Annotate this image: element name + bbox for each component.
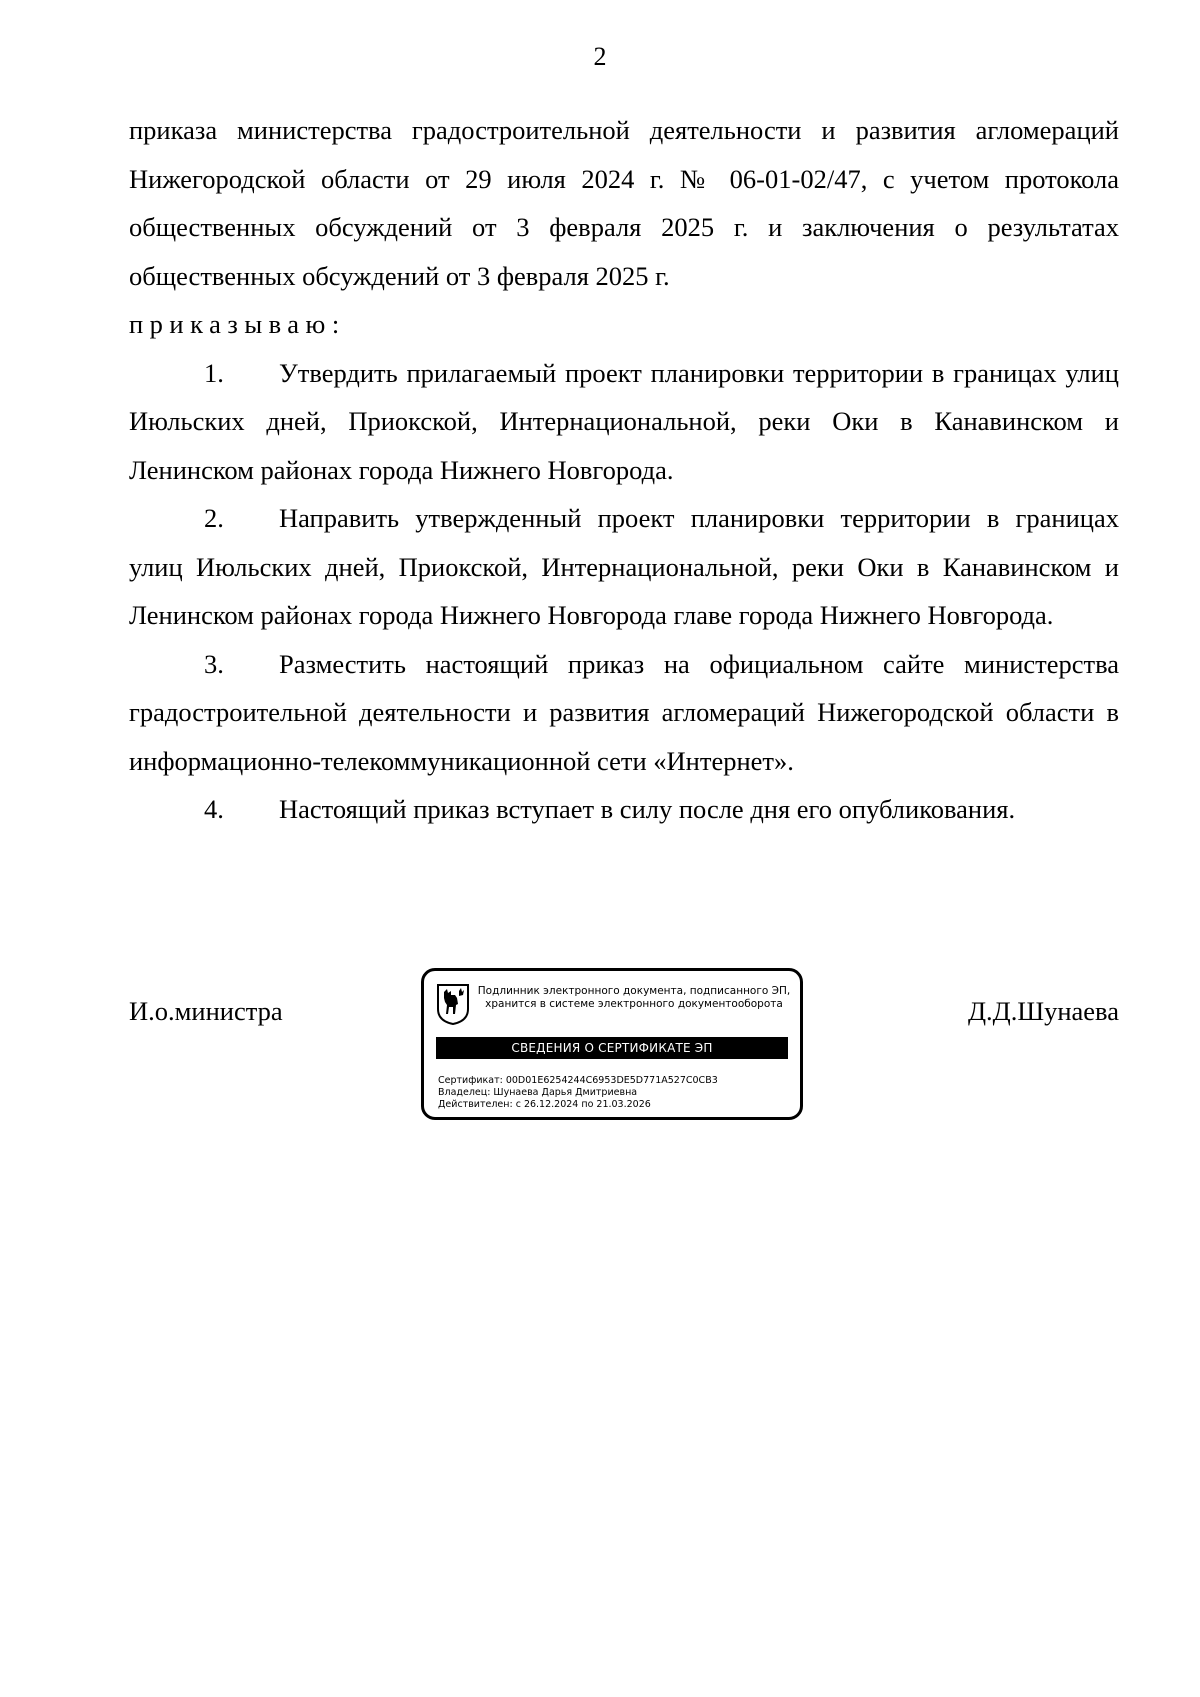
intro-paragraph: приказа министерства градостроительной деятельности и развития агломераций Нижегородской области от 29 июля 2024 г. № 06-01-02/47, с учетом протокола общественных обсуждений от 3 февраля 2025 г. и заключения о результатах общественных обсуждений от 3 февраля 2025 г.	[129, 115, 1119, 291]
stamp-certificate: Сертификат: 00D01E6254244C6953DE5D771A527C0CB3	[438, 1075, 718, 1086]
item-text: Настоящий приказ вступает в силу после дня его опубликования.	[279, 794, 1016, 824]
signature-block	[129, 968, 1119, 1128]
stamp-header-line: Подлинник электронного документа, подписанного ЭП,	[477, 985, 791, 997]
list-item	[129, 349, 1119, 495]
deer-emblem-icon	[436, 983, 470, 1025]
page-number: 2	[593, 42, 607, 71]
item-text: Утвердить прилагаемый проект планировки территории в границах улиц Июльских дней, Приокской, Интернациональной, реки Оки в Канавинском и Ленинском районах города Нижнего Новгорода.	[129, 357, 1119, 485]
stamp-banner: СВЕДЕНИЯ О СЕРТИФИКАТЕ ЭП	[436, 1037, 788, 1059]
list-item	[129, 785, 1119, 834]
list-item	[129, 494, 1119, 640]
stamp-details	[438, 1075, 718, 1111]
item-number: 4.	[204, 794, 224, 824]
directive-word: приказываю:	[129, 309, 346, 339]
document-body	[129, 106, 1119, 834]
signer-position: И.о.министра	[129, 996, 283, 1026]
item-text: Направить утвержденный проект планировки территории в границах улиц Июльских дней, Приокской, Интернациональной, реки Оки в Канавинском и Ленинском районах города Нижнего Новгорода главе города Нижнего Новгорода.	[129, 503, 1119, 630]
item-number: 1.	[204, 357, 224, 388]
stamp-header	[474, 985, 794, 1011]
electronic-signature-stamp	[421, 968, 803, 1120]
stamp-header-line: хранится в системе электронного документооборота	[485, 998, 783, 1010]
item-number: 3.	[204, 648, 224, 679]
stamp-owner: Владелец: Шунаева Дарья Дмитриевна	[438, 1087, 638, 1098]
stamp-validity: Действителен: с 26.12.2024 по 21.03.2026	[438, 1099, 651, 1110]
list-item	[129, 640, 1119, 786]
item-number: 2.	[204, 503, 224, 533]
item-text: Разместить настоящий приказ на официальном сайте министерства градостроительной деятельности и развития агломераций Нижегородской области в информационно-телекоммуникационной сети «Интернет».	[129, 648, 1119, 776]
signer-name: Д.Д.Шунаева	[967, 996, 1119, 1026]
